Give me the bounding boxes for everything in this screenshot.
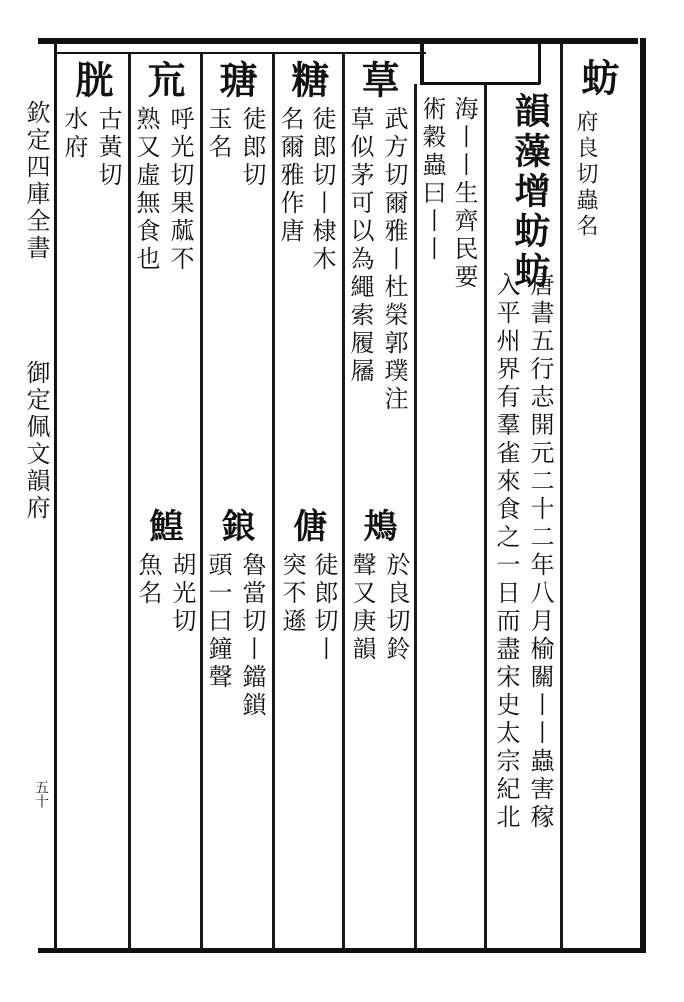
col-sep-7 xyxy=(128,54,131,948)
entry-line-c4a: 武方切爾雅丨杜榮郭璞注 xyxy=(380,106,408,414)
entry-head-tang-jade: 瑭 xyxy=(213,60,258,100)
entry-line-c7b: 熟又虛無食也 xyxy=(132,106,160,274)
entry-line-c4d: 聲又庚韻 xyxy=(348,552,376,664)
top-step-2 xyxy=(538,44,541,84)
entry-line-c4c: 於良切鈴 xyxy=(382,552,410,664)
entry-head-tang-person: 傏 xyxy=(287,508,327,544)
section-title: 韻藻增蚄蚄 xyxy=(509,92,551,292)
entry-head-mang: 䓍 xyxy=(355,60,400,100)
entry-line-c5b: 名爾雅作唐 xyxy=(276,106,304,246)
note-line-b: 入平州界有羣雀來食之一日而盡宋史太宗紀北 xyxy=(492,272,520,832)
entry-head-huang-grain: 巟 xyxy=(141,60,186,100)
note-line-a: 唐書五行志開元二十二年八月榆關丨丨蟲害稼 xyxy=(526,272,554,832)
top-step-h xyxy=(420,82,540,85)
entry-head-fang: 蚄 xyxy=(575,58,620,98)
entry-line-c5c: 徒郎切丨 xyxy=(310,552,338,664)
top-border xyxy=(38,38,638,44)
entry-line-c4b: 草似茅可以為繩索履屩 xyxy=(346,106,374,386)
entry-line-c8a: 古黃切 xyxy=(94,106,122,190)
note-line-c3b: 術穀蟲曰丨丨 xyxy=(418,96,446,264)
entry-head-guang: 胱 xyxy=(69,60,114,100)
entry-note-fang: 府良切蟲名 xyxy=(573,110,598,240)
col-sep-2 xyxy=(484,84,487,948)
col-sep-3 xyxy=(414,84,417,948)
note-line-c3a: 海丨丨生齊民要 xyxy=(450,96,478,292)
entry-head-yang: 鴂 xyxy=(357,508,397,544)
bottom-border xyxy=(38,948,646,953)
entry-line-c6b: 玉名 xyxy=(204,106,232,162)
entry-line-c6d: 頭一曰鐘聲 xyxy=(204,552,232,692)
entry-line-c7c: 胡光切 xyxy=(168,552,196,636)
top-border-inner xyxy=(56,52,426,54)
right-border xyxy=(640,38,646,953)
entry-line-c7a: 呼光切果蓏不 xyxy=(166,106,194,274)
folio-number: 五十 xyxy=(33,780,49,808)
margin-upper: 欽定四庫全書 xyxy=(22,100,50,262)
entry-head-huang-fish: 鰉 xyxy=(143,508,183,544)
margin-lower: 御定佩文韻府 xyxy=(22,360,50,522)
entry-line-c6a: 徒郎切 xyxy=(238,106,266,190)
entry-line-c5a: 徒郎切丨棣木 xyxy=(308,106,336,274)
col-sep-4 xyxy=(342,54,345,948)
entry-head-lang: 鋃 xyxy=(215,508,255,544)
entry-line-c8b: 水府 xyxy=(60,106,88,162)
entry-line-c6c: 魯當切丨鐺鎖 xyxy=(238,552,266,720)
entry-line-c7d: 魚名 xyxy=(134,552,162,608)
left-border xyxy=(54,44,57,948)
col-sep-1 xyxy=(560,44,563,948)
entry-head-tang-tree: 糖 xyxy=(285,60,330,100)
col-sep-6 xyxy=(200,54,203,948)
top-step xyxy=(420,44,424,84)
entry-line-c5d: 突不遜 xyxy=(278,552,306,636)
col-sep-5 xyxy=(272,54,275,948)
